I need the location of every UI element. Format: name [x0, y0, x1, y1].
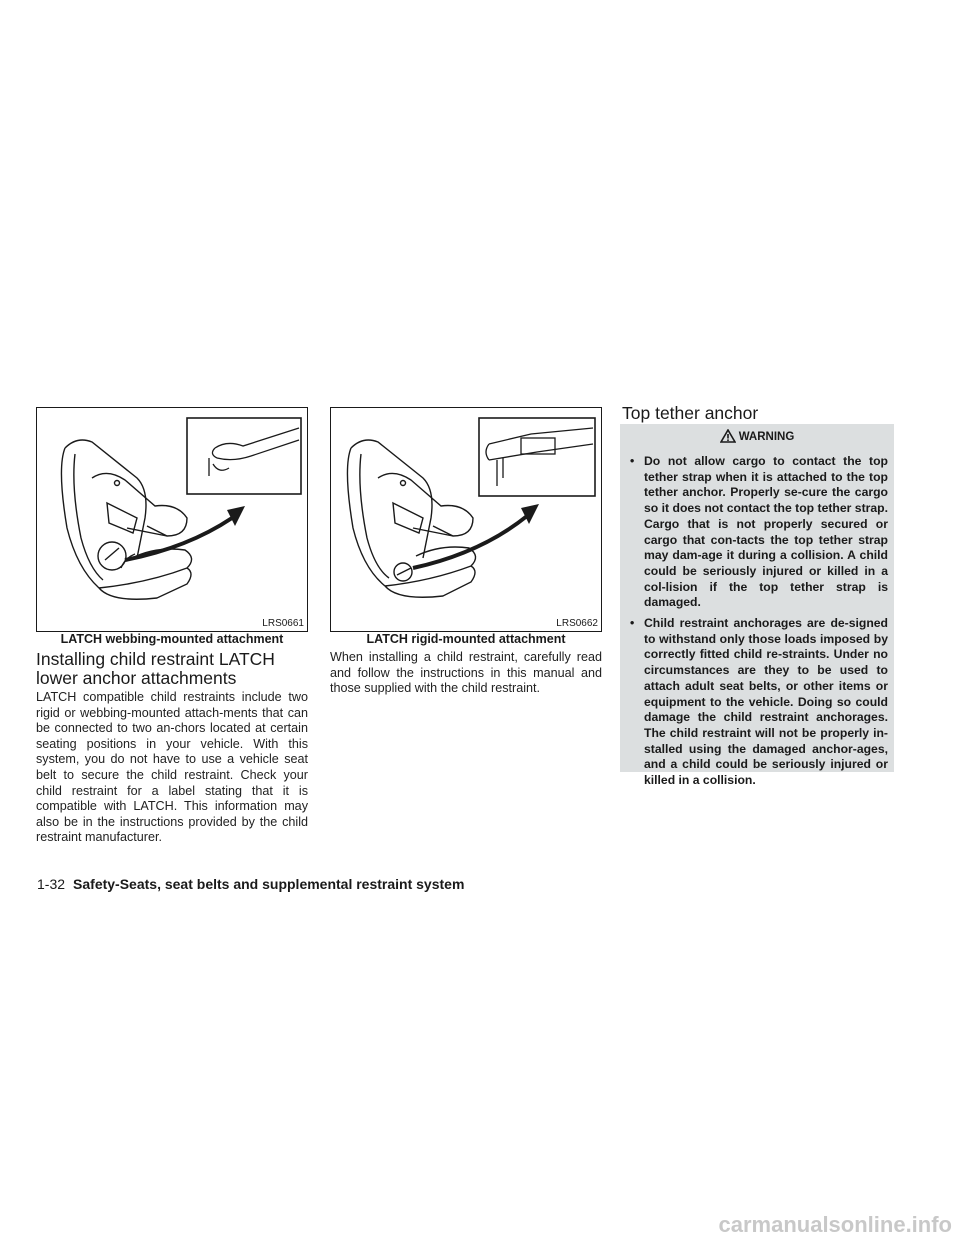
- figure-code: LRS0661: [262, 618, 304, 629]
- page-footer: [37, 876, 464, 892]
- latch-paragraph: LATCH compatible child restraints include two rigid or webbing-mounted attach-ments that can be connected to two an-chors located at certain seating positions in your vehicle. With this system, you do not have to use a vehicle seat belt to secure the child restraint. Check your child restraint for a label stating that it is compatible with LATCH. This information may also be in the instructions provided by the child restraint manufacturer.: [36, 690, 308, 845]
- heading-line-1: Installing child restraint LATCH: [36, 649, 275, 669]
- warning-item: [626, 616, 888, 789]
- warning-label: WARNING: [738, 431, 795, 443]
- page-number: 1-32: [37, 876, 66, 892]
- figure-latch-rigid: [330, 407, 602, 632]
- bullet: •: [630, 454, 635, 468]
- warning-triangle-icon: [720, 429, 736, 443]
- seat-webbing-illustration: [37, 408, 309, 633]
- heading-line-2: lower anchor attachments: [36, 668, 237, 688]
- section-heading-tether: Top tether anchor: [622, 403, 759, 423]
- figure-caption: LATCH webbing-mounted attachment: [60, 632, 284, 646]
- watermark: carmanualsonline.info: [718, 1212, 952, 1237]
- chapter-title: Safety-Seats, seat belts and supplemental restraint system: [73, 876, 465, 892]
- figure-caption: LATCH rigid-mounted attachment: [366, 632, 566, 646]
- section-heading-latch: [36, 650, 308, 688]
- install-instructions-paragraph: When installing a child restraint, carefully read and follow the instructions in this manual and those supplied with the child restraint.: [330, 650, 602, 696]
- figure-latch-webbing: [36, 407, 308, 632]
- figure-code: LRS0662: [556, 618, 598, 629]
- warning-item-text: Child restraint anchorages are de-signed to withstand only those loads imposed by correctly fitted child re-straints. Under no circumstances are they to be used to attach adult seat belts, or other items or equipment to the vehicle. Doing so could damage the child restraint anchorages. The child restraint will not be properly in-stalled using the damaged anchor-ages, and a child could be seriously injured or killed in a collision.: [644, 616, 888, 788]
- bullet: •: [630, 616, 635, 630]
- warning-item-text: Do not allow cargo to contact the top tether strap when it is attached to the top tether anchor. Properly se-cure the cargo so it does not contact the top tether strap. Cargo that is not properly secured or cargo that con-tacts the top tether strap may dam-age it during a collision. A child could be seriously injured or killed in a col-lision if the top tether strap is damaged.: [644, 454, 888, 610]
- warning-box: [620, 424, 894, 788]
- seat-rigid-illustration: [331, 408, 603, 633]
- warning-title: [620, 429, 894, 443]
- warning-item: [626, 454, 888, 611]
